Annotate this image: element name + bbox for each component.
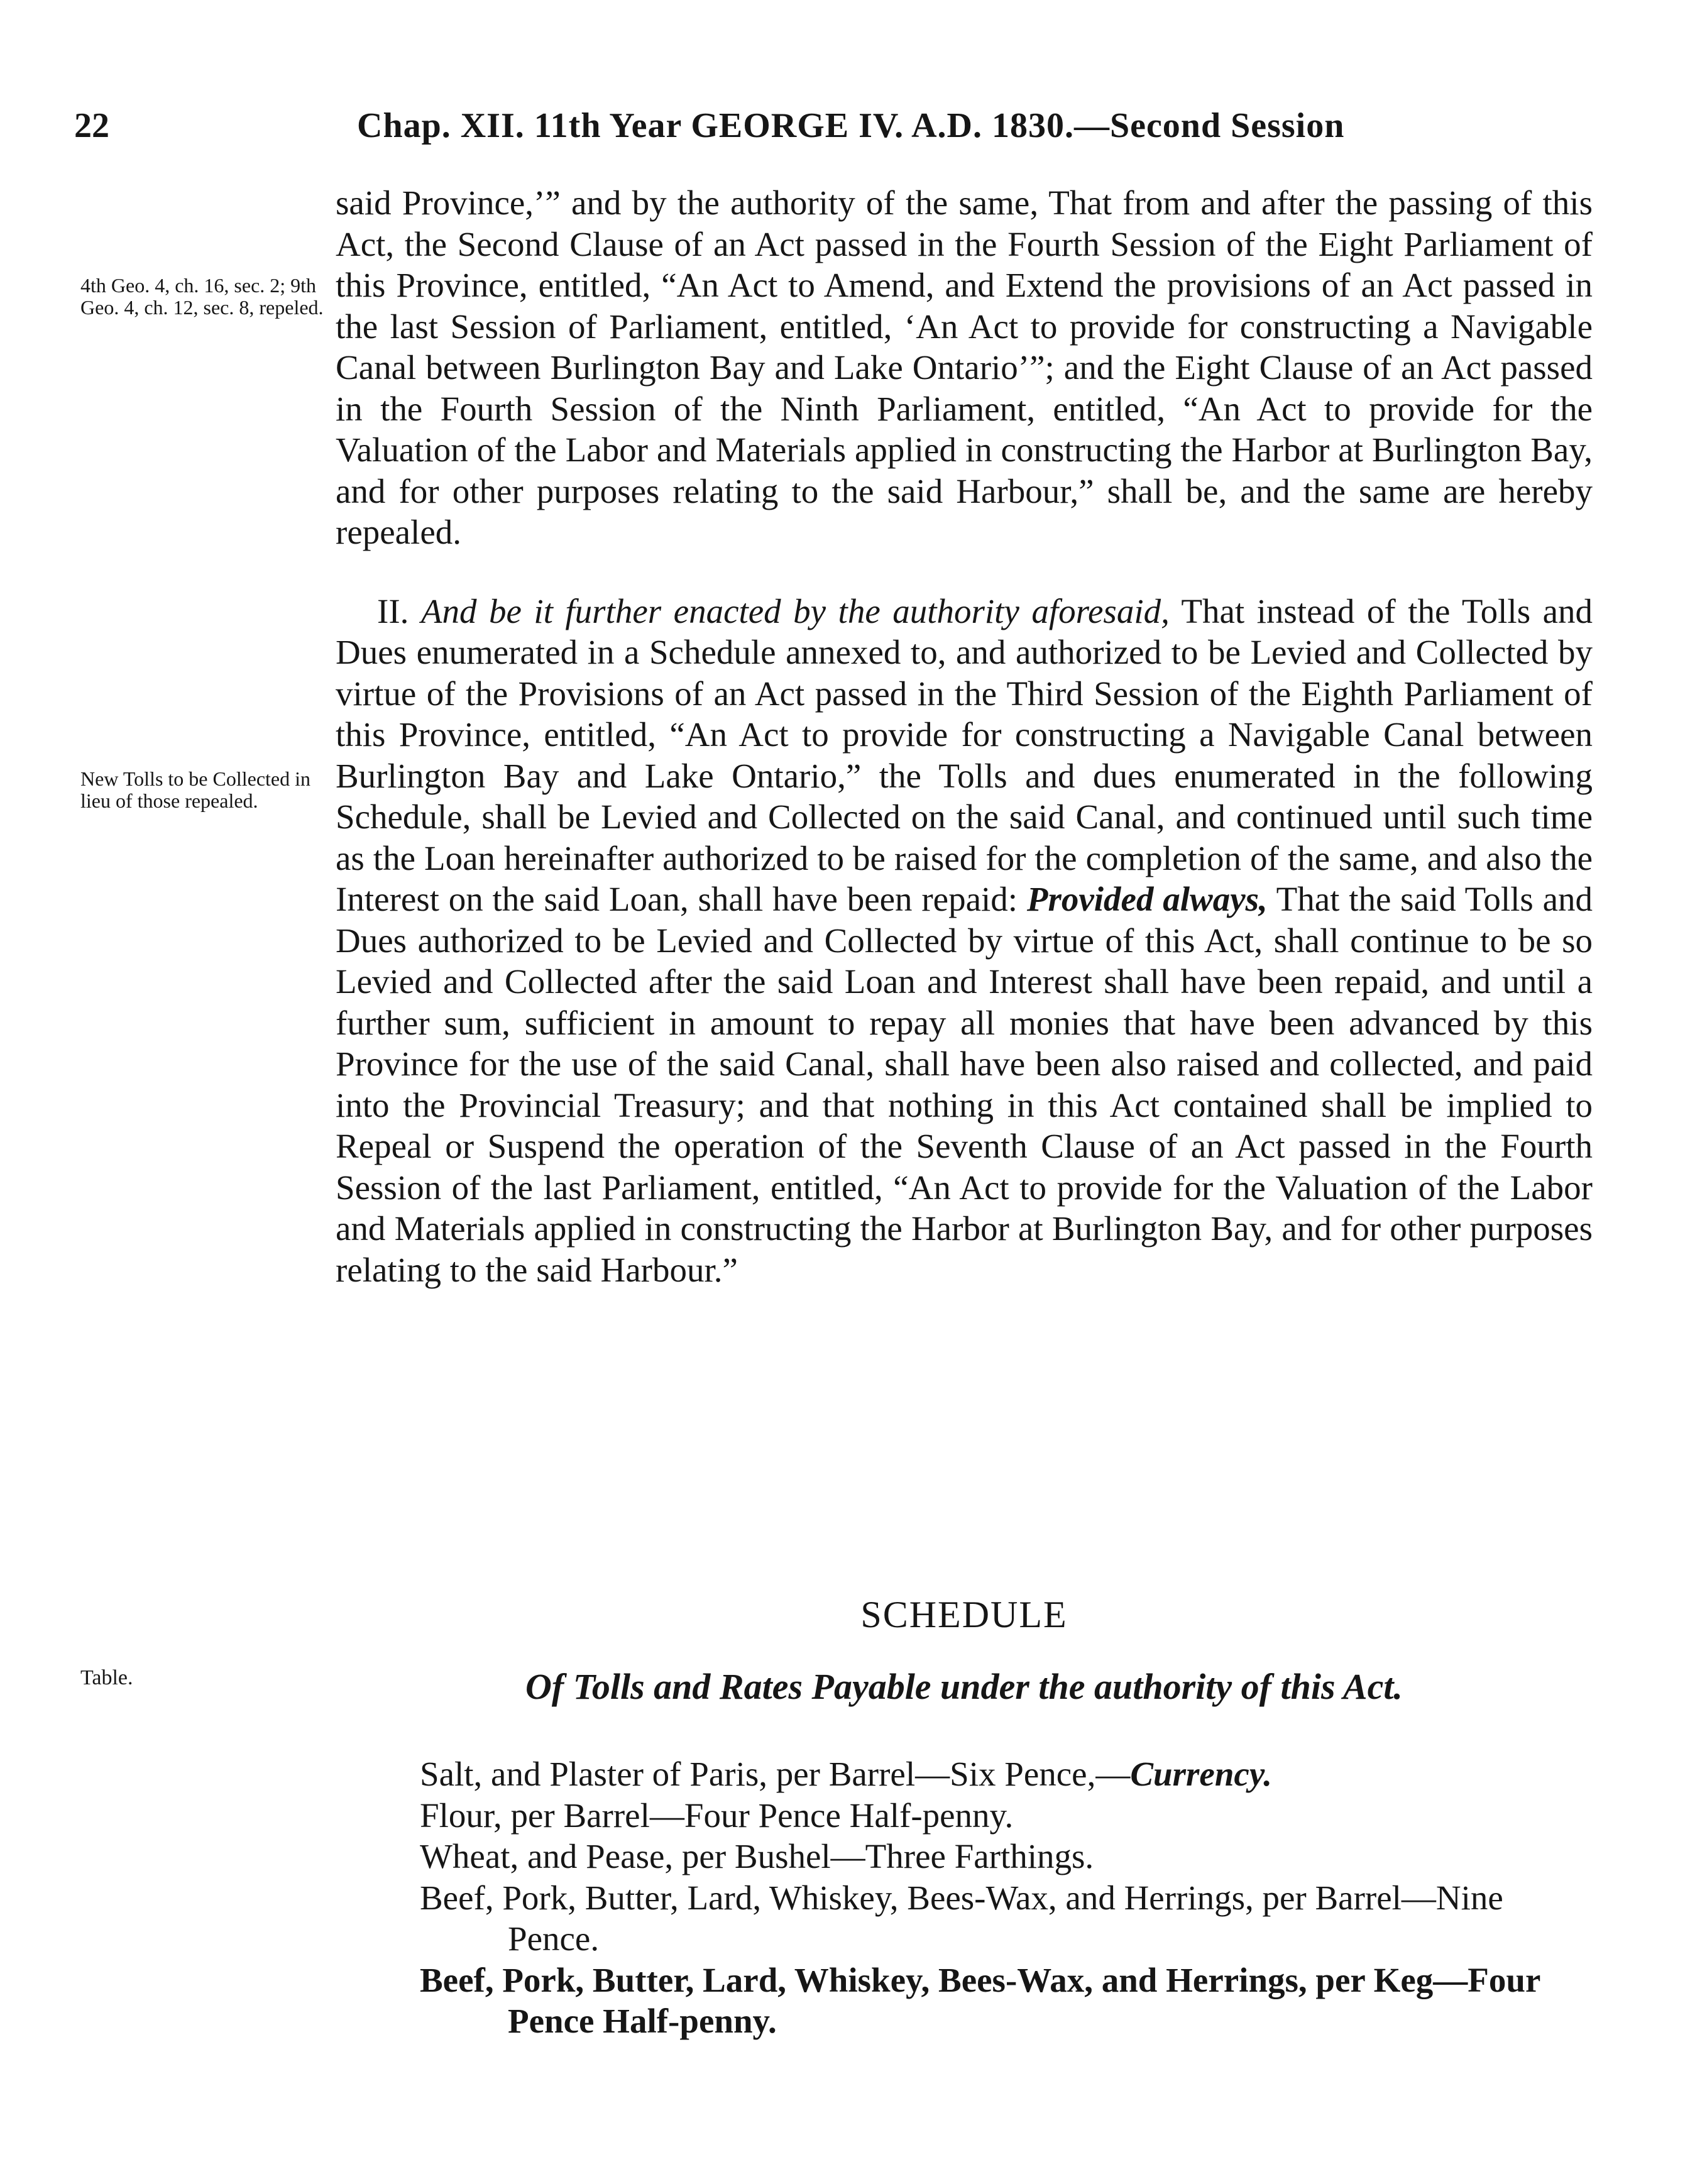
proviso: Provided always, bbox=[1026, 880, 1268, 918]
section-number: II. bbox=[377, 591, 409, 630]
schedule-subheading: Of Tolls and Rates Payable under the authority of this Act. bbox=[525, 1666, 1403, 1707]
schedule-item: Beef, Pork, Butter, Lard, Whiskey, Bees-Wax, and Herrings, per Barrel—Nine Pence. bbox=[420, 1878, 1503, 1958]
margin-note-repeal: 4th Geo. 4, ch. 16, sec. 2; 9th Geo. 4, ch. 12, sec. 8, repeled. bbox=[80, 274, 324, 319]
margin-note-table: Table. bbox=[80, 1666, 133, 1689]
schedule-heading: SCHEDULE bbox=[860, 1594, 1068, 1635]
running-head bbox=[74, 106, 1595, 156]
paragraph-section-2 bbox=[336, 591, 1593, 1291]
chapter-heading: Chap. XII. 11th Year GEORGE IV. A.D. 1830.—Second Session bbox=[357, 106, 1345, 145]
schedule-list bbox=[420, 1753, 1594, 2042]
section-2-text-a: That instead of the Tolls and Dues enumerated in a Schedule annexed to, and authorized to be Levied and Collected by virtue of the Provisions of an Act passed in the Third Session of the Eighth Parliament of this Province, entitled, “An Act to provide for constructing a Navigable Canal between Burlington Bay and Lake Ontario,” the Tolls and dues enumerated in the following Schedule, shall be Levied and Collected on the said Canal, and continued until such time as the Loan hereinafter authorized to be raised for the completion of the same, and also the Interest on the said Loan, shall have been repaid: bbox=[336, 591, 1593, 918]
schedule-item: Flour, per Barrel—Four Pence Half-penny. bbox=[420, 1796, 1014, 1835]
statute-body bbox=[336, 182, 1593, 1290]
schedule-item bbox=[420, 1753, 1594, 1795]
page-number: 22 bbox=[74, 106, 109, 145]
margin-note-new-tolls: New Tolls to be Collected in lieu of those repealed. bbox=[80, 767, 310, 812]
section-2-text-b: That the said Tolls and Dues authorized to be Levied and Collected by virtue of this Act, shall continue to be so Levied and Collected after the said Loan and Interest shall have been repaid, and until a further sum, sufficient in amount to repay all monies that have been advanced by this Province for the use of the said Canal, shall have been also raised and collected, and paid into the Provincial Treasury; and that nothing in this Act contained shall be implied to Repeal or Suspend the operation of the Seventh Clause of an Act passed in the Fourth Session of the last Parliament, entitled, “An Act to provide for the Valuation of the Labor and Materials applied in constructing the Harbor at Burlington Bay, and for other purposes relating to the said Harbour.” bbox=[336, 880, 1593, 1289]
paragraph-repeal: said Province,’” and by the authority of the same, That from and after the passing of this Act, the Second Clause of an Act passed in the Fourth Session of the Eight Parliament of this Province, entitled, “An Act to Amend, and Extend the provisions of an Act passed in the last Session of Parliament, entitled, ‘An Act to provide for constructing a Navigable Canal between Burlington Bay and Lake Ontario’”; and the Eight Clause of an Act passed in the Fourth Session of the Ninth Parliament, entitled, “An Act to provide for the Valuation of the Labor and Materials applied in constructing the Harbor at Burlington Bay, and for other purposes relating to the said Harbour,” shall be, and the same are hereby repealed. bbox=[336, 184, 1593, 551]
currency-label: Currency. bbox=[1130, 1755, 1272, 1793]
enacting-clause: And be it further enacted by the authority aforesaid, bbox=[420, 591, 1170, 630]
schedule-item: Beef, Pork, Butter, Lard, Whiskey, Bees-Wax, and Herrings, per Keg—Four Pence Half-penny. bbox=[420, 1960, 1540, 2040]
schedule-item: Wheat, and Pease, per Bushel—Three Farthings. bbox=[420, 1837, 1094, 1875]
schedule-item-text: Salt, and Plaster of Paris, per Barrel—Six Pence,— bbox=[420, 1755, 1131, 1793]
